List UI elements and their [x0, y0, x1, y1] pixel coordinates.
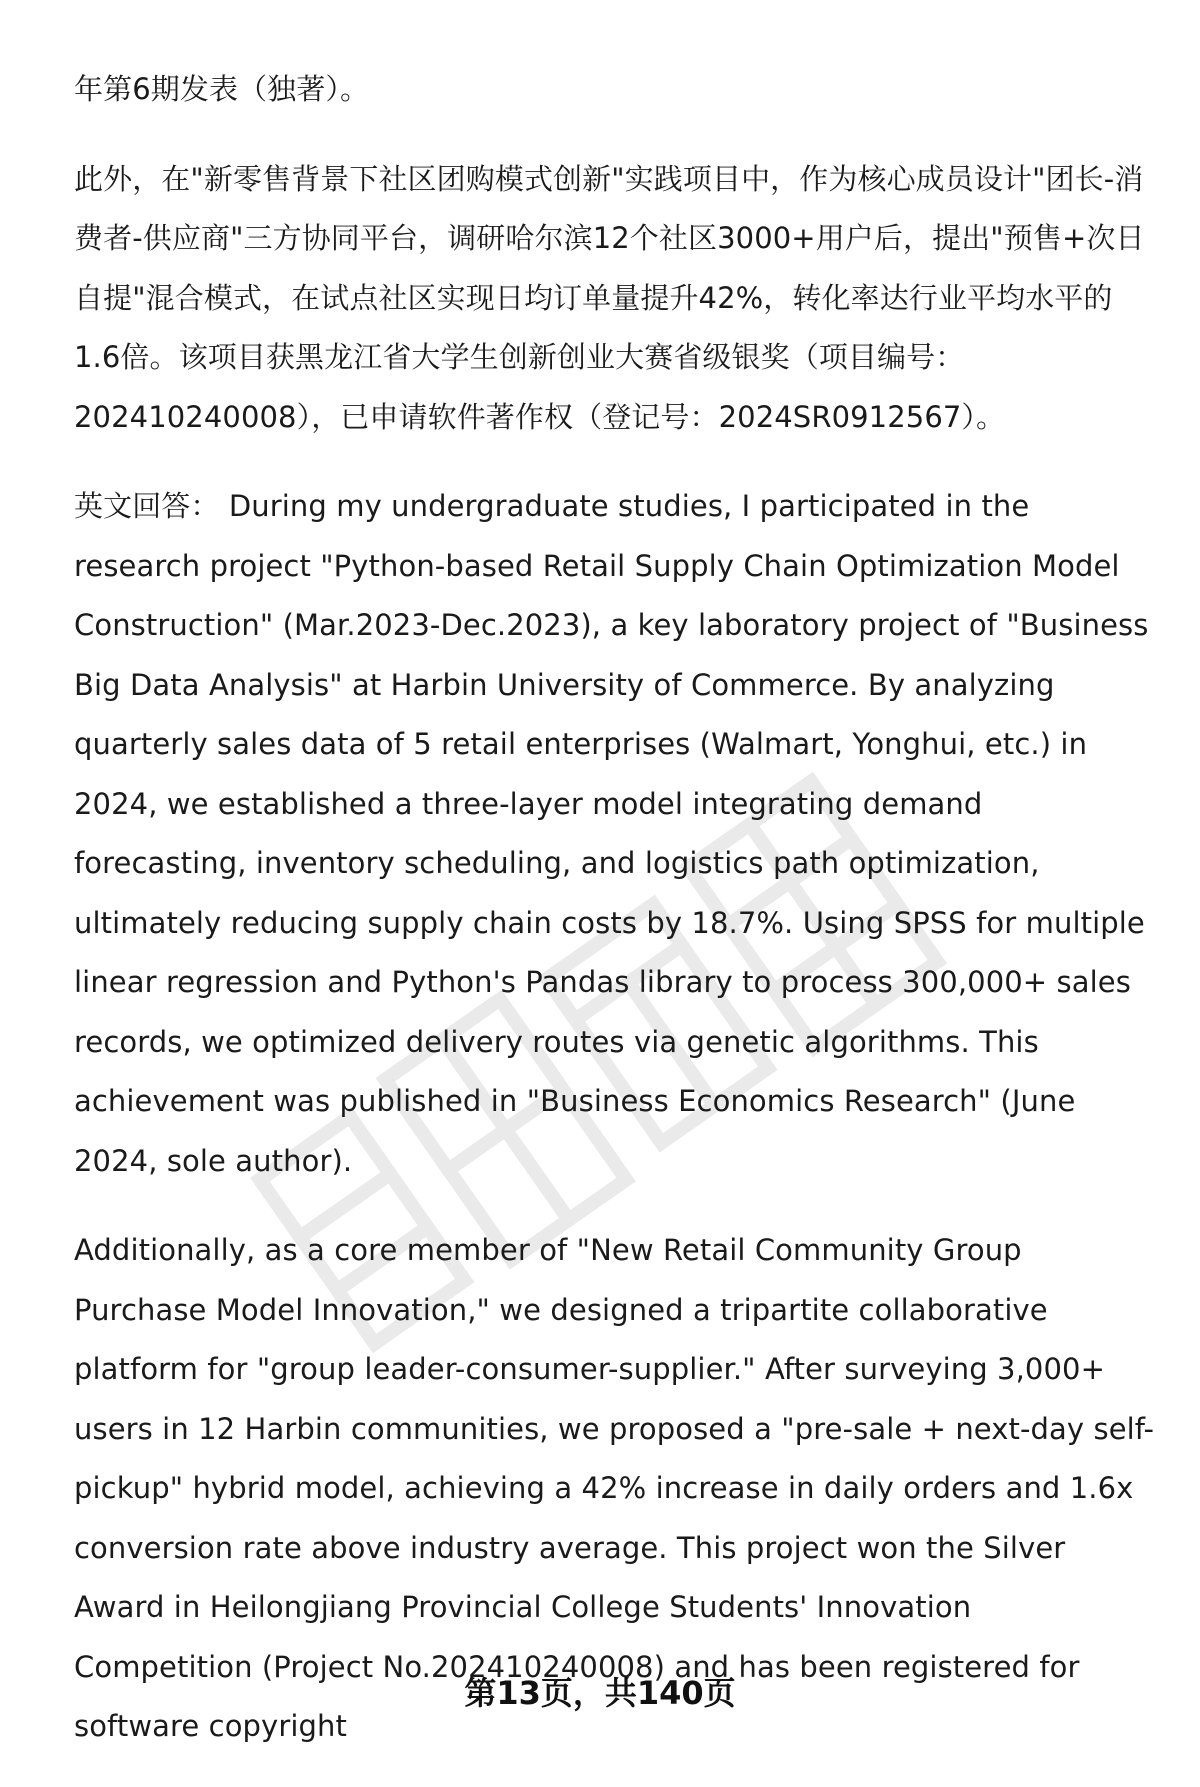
- paragraph-3: 英文回答： During my undergraduate studies, I participated in the research project "Python-based Retail Supply Chain Optimization Model Construction" (Mar.2023-Dec.2023), a key laboratory project of "Business Big Data Analysis" at Harbin University of Commerce. By analyzing quarterly sales data of 5 retail enterprises (Walmart, Yonghui, etc.) in 2024, we established a three-layer model integrating demand forecasting, inventory scheduling, and logistics path optimization, ultimately reducing supply chain costs by 18.7%. Using SPSS for multiple linear regression and Python's Pandas library to process 300,000+ sales records, we optimized delivery routes via genetic algorithms. This achievement was published in "Business Economics Research" (June 2024, sole author).: [74, 489, 1149, 1178]
- page-number-footer: 第13页，共140页: [464, 1674, 736, 1712]
- paragraph-4: Additionally, as a core member of "New Retail Community Group Purchase Model Innovation," we designed a tripartite collaborative platform for "group leader-consumer-supplier." After surveying 3,000+ users in 12 Harbin communities, we proposed a "pre-sale + next-day self-pickup" hybrid model, achieving a 42% increase in daily orders and 1.6x conversion rate above industry average. This project won the Silver Award in Heilongjiang Provincial College Students' Innovation Competition (Project No.202410240008) and has been registered for software copyright: [74, 1233, 1155, 1743]
- paragraph-2: 此外，在"新零售背景下社区团购模式创新"实践项目中，作为核心成员设计"团长-消费者-供应商"三方协同平台，调研哈尔滨12个社区3000+用户后，提出"预售+次日自提"混合模式，在试点社区实现日均订单量提升42%，转化率达行业平均水平的1.6倍。该项目获黑龙江省大学生创新创业大赛省级银奖（项目编号：202410240008），已申请软件著作权（登记号：2024SR0912567）。: [74, 161, 1145, 434]
- document-body: [74, 60, 1156, 1787]
- paragraph-1: 年第6期发表（独著）。: [74, 72, 370, 106]
